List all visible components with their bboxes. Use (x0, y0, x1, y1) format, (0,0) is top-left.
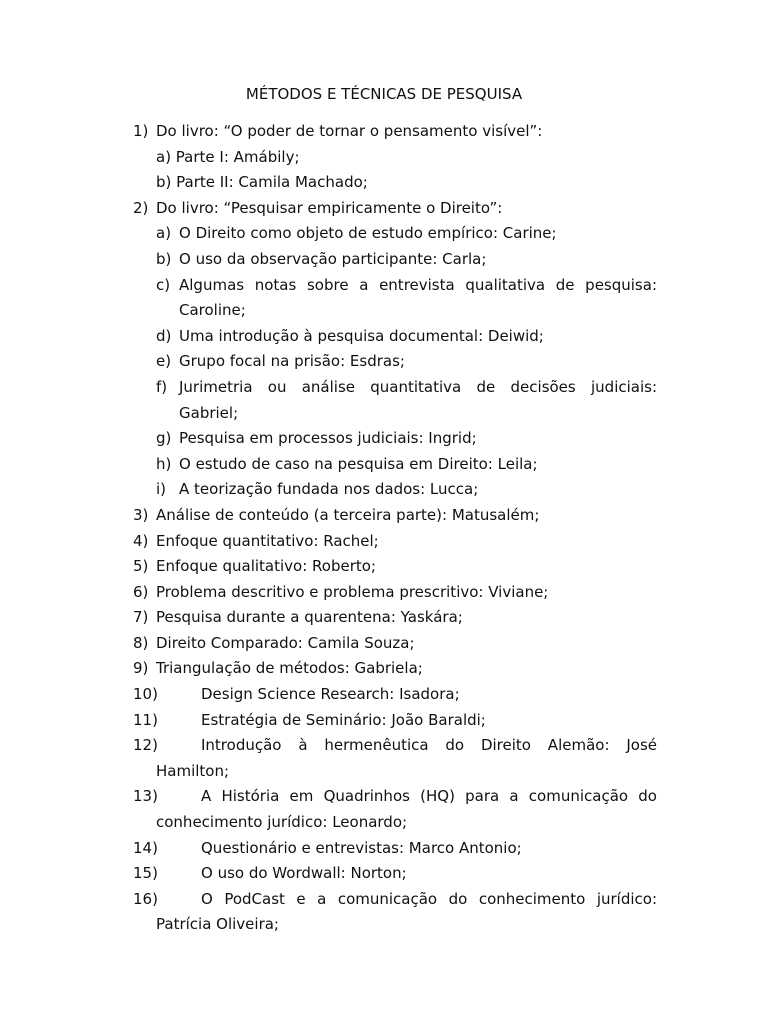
item-number: 15) (133, 864, 158, 883)
item-number: 6) (133, 582, 149, 601)
list-item (0, 247, 768, 273)
item-text: Uma introdução à pesquisa documental: Deiwid; (179, 326, 544, 345)
list-item (0, 861, 768, 887)
item-text: Questionário e entrevistas: Marco Antonio; (201, 838, 522, 857)
list-item (0, 656, 768, 682)
item-number: b) (156, 249, 172, 268)
list-item (0, 836, 768, 862)
item-text: A teorização fundada nos dados: Lucca; (179, 480, 479, 499)
item-number: 11) (133, 710, 158, 729)
item-text: Enfoque quantitativo: Rachel; (156, 531, 379, 550)
item-number: 8) (133, 633, 149, 652)
item-number: 7) (133, 608, 149, 627)
item-text: O Direito como objeto de estudo empírico: Carine; (179, 224, 557, 243)
list-item (0, 477, 768, 503)
item-text: Do livro: “O poder de tornar o pensamento visível”: (156, 122, 543, 140)
list-item (0, 375, 768, 401)
list-item (0, 554, 768, 580)
item-text: Enfoque qualitativo: Roberto; (156, 557, 376, 576)
document-title: MÉTODOS E TÉCNICAS DE PESQUISA (245, 85, 523, 103)
list-item-continuation (0, 401, 768, 427)
item-text: O uso da observação participante: Carla; (179, 249, 487, 268)
item-number: c) (156, 275, 171, 294)
list-item (0, 784, 768, 810)
item-number: 4) (133, 531, 149, 550)
item-text: Algumas notas sobre a entrevista qualitativa de pesquisa: (179, 275, 657, 294)
item-number: 10) (133, 685, 158, 704)
list-item (0, 605, 768, 631)
list-item (0, 580, 768, 606)
item-number: f) (156, 377, 168, 396)
item-number: 14) (133, 838, 158, 857)
list-item-continuation (0, 810, 768, 836)
item-number: 2) (133, 198, 149, 217)
list-item (0, 145, 768, 171)
item-text: Estratégia de Seminário: João Baraldi; (201, 710, 486, 729)
item-text: Do livro: “Pesquisar empiricamente o Direito”: (156, 198, 503, 217)
list-item (0, 221, 768, 247)
item-text: b) Parte II: Camila Machado; (156, 173, 368, 192)
item-text: Patrícia Oliveira; (156, 915, 279, 934)
item-number: 5) (133, 557, 149, 576)
item-text: Grupo focal na prisão: Esdras; (179, 352, 405, 371)
item-number: 12) (133, 736, 158, 755)
item-text: Pesquisa em processos judiciais: Ingrid; (179, 429, 477, 448)
item-number: 13) (133, 787, 158, 806)
list-item (0, 426, 768, 452)
item-text: Triangulação de métodos: Gabriela; (156, 659, 423, 678)
item-number: 1) (133, 122, 149, 140)
item-text: conhecimento jurídico: Leonardo; (156, 813, 408, 832)
item-text: a) Parte I: Amábily; (156, 147, 300, 166)
item-text: A História em Quadrinhos (HQ) para a comunicação do (201, 787, 657, 806)
item-number: 9) (133, 659, 149, 678)
list-item (0, 349, 768, 375)
list-item (0, 733, 768, 759)
item-number: e) (156, 352, 172, 371)
item-text: Problema descritivo e problema prescritivo: Viviane; (156, 582, 549, 601)
item-text: Jurimetria ou análise quantitativa de decisões judiciais: (179, 377, 657, 396)
item-text: Direito Comparado: Camila Souza; (156, 633, 415, 652)
item-text: Hamilton; (156, 761, 230, 780)
item-text: Gabriel; (179, 403, 239, 422)
list-item (0, 529, 768, 555)
list-item (0, 708, 768, 734)
list-item-continuation (0, 759, 768, 785)
list-item (0, 324, 768, 350)
item-number: 3) (133, 505, 149, 524)
list-item (0, 119, 768, 145)
item-text: Design Science Research: Isadora; (201, 685, 460, 704)
list-item (0, 887, 768, 913)
item-number: 16) (133, 889, 158, 908)
list-item (0, 452, 768, 478)
item-number: d) (156, 326, 172, 345)
item-text: Caroline; (179, 301, 246, 320)
item-number: a) (156, 224, 172, 243)
list-item (0, 682, 768, 708)
list-item (0, 503, 768, 529)
item-text: Introdução à hermenêutica do Direito Alemão: José (201, 736, 657, 755)
item-number: h) (156, 454, 172, 473)
list-item-continuation (0, 298, 768, 324)
list-item (0, 631, 768, 657)
list-item (0, 170, 768, 196)
list-item (0, 196, 768, 222)
item-text: Pesquisa durante a quarentena: Yaskára; (156, 608, 463, 627)
item-text: O estudo de caso na pesquisa em Direito: Leila; (179, 454, 538, 473)
list-item-continuation (0, 912, 768, 938)
topic-list (0, 119, 768, 938)
item-number: i) (156, 480, 167, 499)
item-text: Análise de conteúdo (a terceira parte): Matusalém; (156, 505, 540, 524)
item-text: O uso do Wordwall: Norton; (201, 864, 407, 883)
item-text: O PodCast e a comunicação do conhecimento jurídico: (201, 889, 657, 908)
list-item (0, 273, 768, 299)
item-number: g) (156, 429, 172, 448)
